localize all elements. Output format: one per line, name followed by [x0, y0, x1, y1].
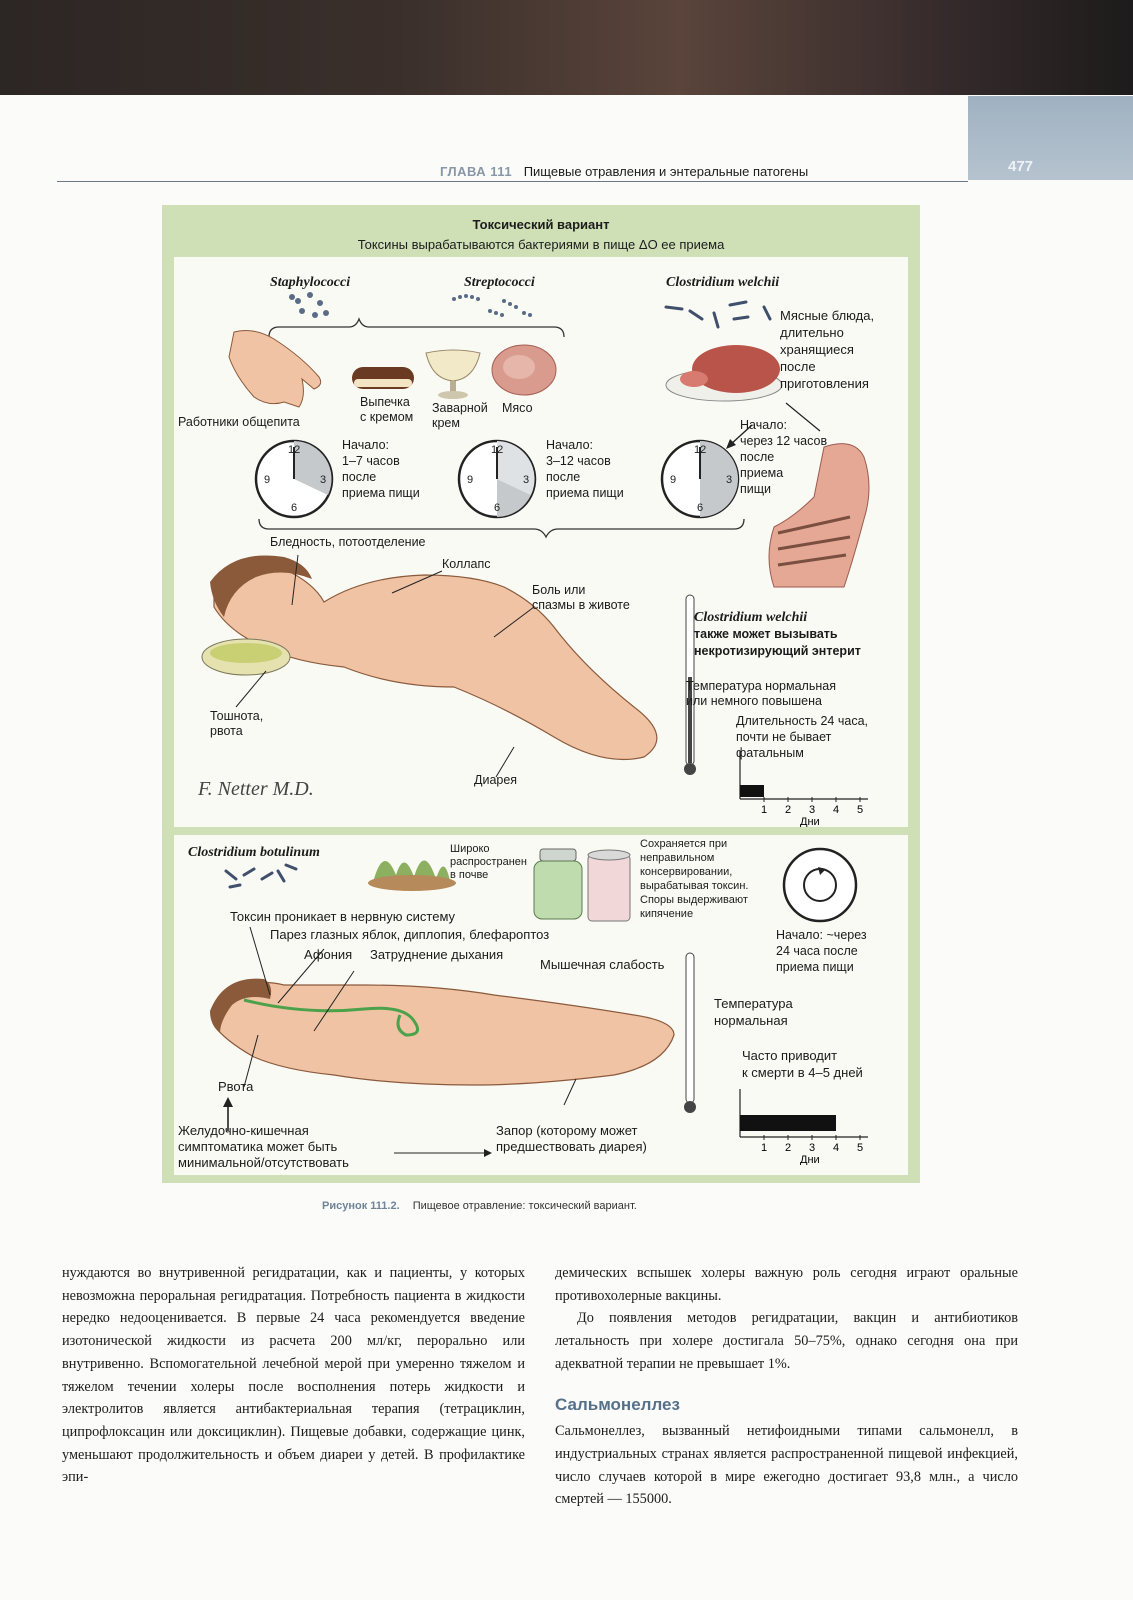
label-abdominal-pain: Боль или спазмы в животе	[532, 583, 630, 612]
onset-strep: Начало: 3–12 часов после приема пищи	[546, 438, 624, 500]
running-head	[440, 164, 808, 179]
chart_top-tick-label: 2	[785, 804, 792, 816]
chart-bottom-bar	[740, 1115, 836, 1131]
label-clostridium-welchii: Clostridium welchii	[666, 275, 780, 290]
section-heading-salmonellosis: Сальмонеллез	[555, 1394, 680, 1414]
header-rule	[57, 181, 968, 182]
label-toxin-nervous: Токсин проникает в нервную систему	[230, 909, 456, 924]
chart_bottom-tick-label: 5	[857, 1142, 864, 1154]
top-dark-band	[0, 0, 1133, 95]
onset-staph: Начало: 1–7 часов после приема пищи	[342, 438, 420, 500]
svg-text:9: 9	[264, 474, 271, 486]
svg-text:9: 9	[670, 474, 677, 486]
duration-chart-bottom	[732, 1085, 872, 1165]
chapter-label: ГЛАВА 111	[440, 164, 513, 179]
label-temperature-bottom: Температура нормальная	[714, 996, 793, 1028]
chart_top-tick-label: 1	[761, 804, 768, 816]
chapter-title: Пищевые отравления и энтеральные патогены	[523, 164, 809, 179]
label-aphonia: Афония	[304, 947, 353, 962]
label-breathing: Затруднение дыхания	[370, 947, 504, 962]
jar-illustration	[534, 861, 582, 919]
left-paragraph: нуждаются во внутривенной регидратации, как и пациенты, у которых невозможна пероральная регидратация. Потребность пациента в жидкости нередко недооценивается. В первые 24 часа рекомендуется введение изотонической жидкости из расчета 200 мл/кг, перорально или внутривенно. Вспомогательной лечебной мерой при умеренно тяжелом и тяжелом течении холеры после восполнения потерь жидкости и электролитов является антибактериальная терапия (тетрациклин, ципрофлоксацин или доксициклин). Пищевые добавки, содержащие цинк, уменьшают продолжительность и объем диареи у детей. В профилактике эпи-	[62, 1265, 525, 1486]
note-necrotizing-enteritis: Clostridium welchii также может вызывать некротизирующий энтерит	[694, 610, 861, 658]
svg-text:12: 12	[288, 444, 301, 456]
svg-text:6: 6	[291, 502, 298, 514]
label-custard: Заварной крем	[432, 401, 488, 430]
chart-bottom-xlabel: Дни	[800, 1154, 820, 1165]
figure-caption	[322, 1200, 637, 1212]
figure-111-2	[162, 205, 920, 1183]
label-meat-dishes: Мясные блюда, длительно хранящиеся после приготовления	[780, 308, 875, 391]
strep-bacteria-icon	[452, 294, 532, 317]
svg-text:3: 3	[320, 474, 327, 486]
netter-signature: F. Netter M.D.	[198, 778, 314, 800]
chart_bottom-tick-label: 3	[809, 1142, 816, 1154]
label-gi-symptoms: Желудочно-кишечная симптоматика может быть минимальной/отсутствовать	[178, 1123, 349, 1170]
page-number: 477	[1008, 158, 1034, 175]
label-vomit: Рвота	[218, 1079, 254, 1094]
custard-illustration	[426, 350, 480, 381]
chart_top-tick-label: 4	[833, 804, 840, 816]
svg-text:12: 12	[694, 444, 707, 456]
hand-illustration	[229, 331, 321, 407]
label-nausea: Тошнота, рвота	[210, 709, 264, 738]
staph-bacteria-icon	[289, 292, 329, 318]
label-staphylococci: Staphylococci	[270, 275, 351, 290]
label-botulinum-onset: Начало: ~через 24 часа после приема пищи	[776, 928, 867, 974]
botulinum-panel	[174, 835, 908, 1175]
right-paragraph-1: демических вспышек холеры важную роль сегодня играют оральные противохолерные вакцины.	[555, 1265, 1018, 1304]
label-canning: Сохраняется при неправильном консервировании, вырабатывая токсин. Споры выдерживают кипячение	[640, 838, 749, 920]
label-streptococci: Streptococci	[464, 275, 535, 290]
svg-text:3: 3	[726, 474, 733, 486]
left-column	[62, 1262, 525, 1489]
svg-text:6: 6	[494, 502, 501, 514]
label-pastry: Выпечка с кремом	[360, 395, 414, 424]
clock-botulinum-icon	[784, 849, 856, 921]
chart_top-tick-label: 5	[857, 804, 864, 816]
caption-number: Рисунок 111.2.	[322, 1200, 400, 1212]
chart_bottom-tick-label: 1	[761, 1142, 768, 1154]
botulinum-bacteria-icon	[226, 865, 296, 887]
chart-top-bar	[740, 785, 764, 797]
toxic-panel	[174, 257, 908, 827]
chart_bottom-tick-label: 2	[785, 1142, 792, 1154]
chart_top-tick-label: 3	[809, 804, 816, 816]
label-constipation: Запор (которому может предшествовать диарея)	[496, 1123, 647, 1154]
can-illustration	[588, 855, 630, 921]
svg-text:9: 9	[467, 474, 474, 486]
label-death: Часто приводит к смерти в 4–5 дней	[742, 1048, 863, 1080]
right-paragraph-3: Сальмонеллез, вызванный нетифоидными типами сальмонелл, в индустриальных странах является распространенной пищевой инфекцией, число случаев которой в мире ежегодно достигает 93,8 млн., а число смертей — 155000.	[555, 1423, 1018, 1508]
label-soil: Широко распространен в почве	[450, 843, 527, 881]
bacteria-brace	[269, 319, 564, 337]
caption-text: Пищевое отравление: токсический вариант.	[412, 1200, 637, 1212]
figure-title: Токсический вариант	[472, 217, 610, 232]
jar-lid	[540, 849, 576, 861]
onset-welchii: Начало: через 12 часов после приема пищи	[740, 418, 828, 496]
svg-text:12: 12	[491, 444, 504, 456]
label-collapse: Коллапс	[442, 557, 491, 571]
label-meat: Мясо	[502, 401, 533, 415]
thermometer-botulinum-icon	[686, 953, 694, 1103]
label-food-workers: Работники общепита	[178, 415, 300, 429]
page-tab	[968, 96, 1133, 180]
label-paresis: Парез глазных яблок, диплопия, блефароптоз	[270, 927, 550, 942]
right-column	[555, 1262, 1018, 1511]
right-paragraph-2: До появления методов регидратации, вакцин и антибиотиков летальность при холере достигала 50–75%, однако сегодня она при адекватной терапии не превышает 1%.	[555, 1310, 1018, 1372]
chart_bottom-tick-label: 4	[833, 1142, 840, 1154]
chart-top-xlabel: Дни	[800, 816, 820, 827]
label-duration: Длительность 24 часа, почти не бывает фатальным	[736, 714, 869, 760]
label-clostridium-botulinum: Clostridium botulinum	[188, 845, 320, 860]
figure-subtitle: Токсины вырабатываются бактериями в пище ΔO ее приема	[357, 237, 725, 252]
svg-text:3: 3	[523, 474, 530, 486]
label-diarrhea: Диарея	[474, 773, 518, 787]
welchii-bacteria-icon	[666, 302, 770, 327]
label-muscle-weakness: Мышечная слабость	[540, 957, 665, 972]
label-temperature-top: Температура нормальная или немного повышена	[686, 679, 836, 708]
svg-text:6: 6	[697, 502, 704, 514]
label-pallor: Бледность, потоотделение	[270, 535, 426, 549]
